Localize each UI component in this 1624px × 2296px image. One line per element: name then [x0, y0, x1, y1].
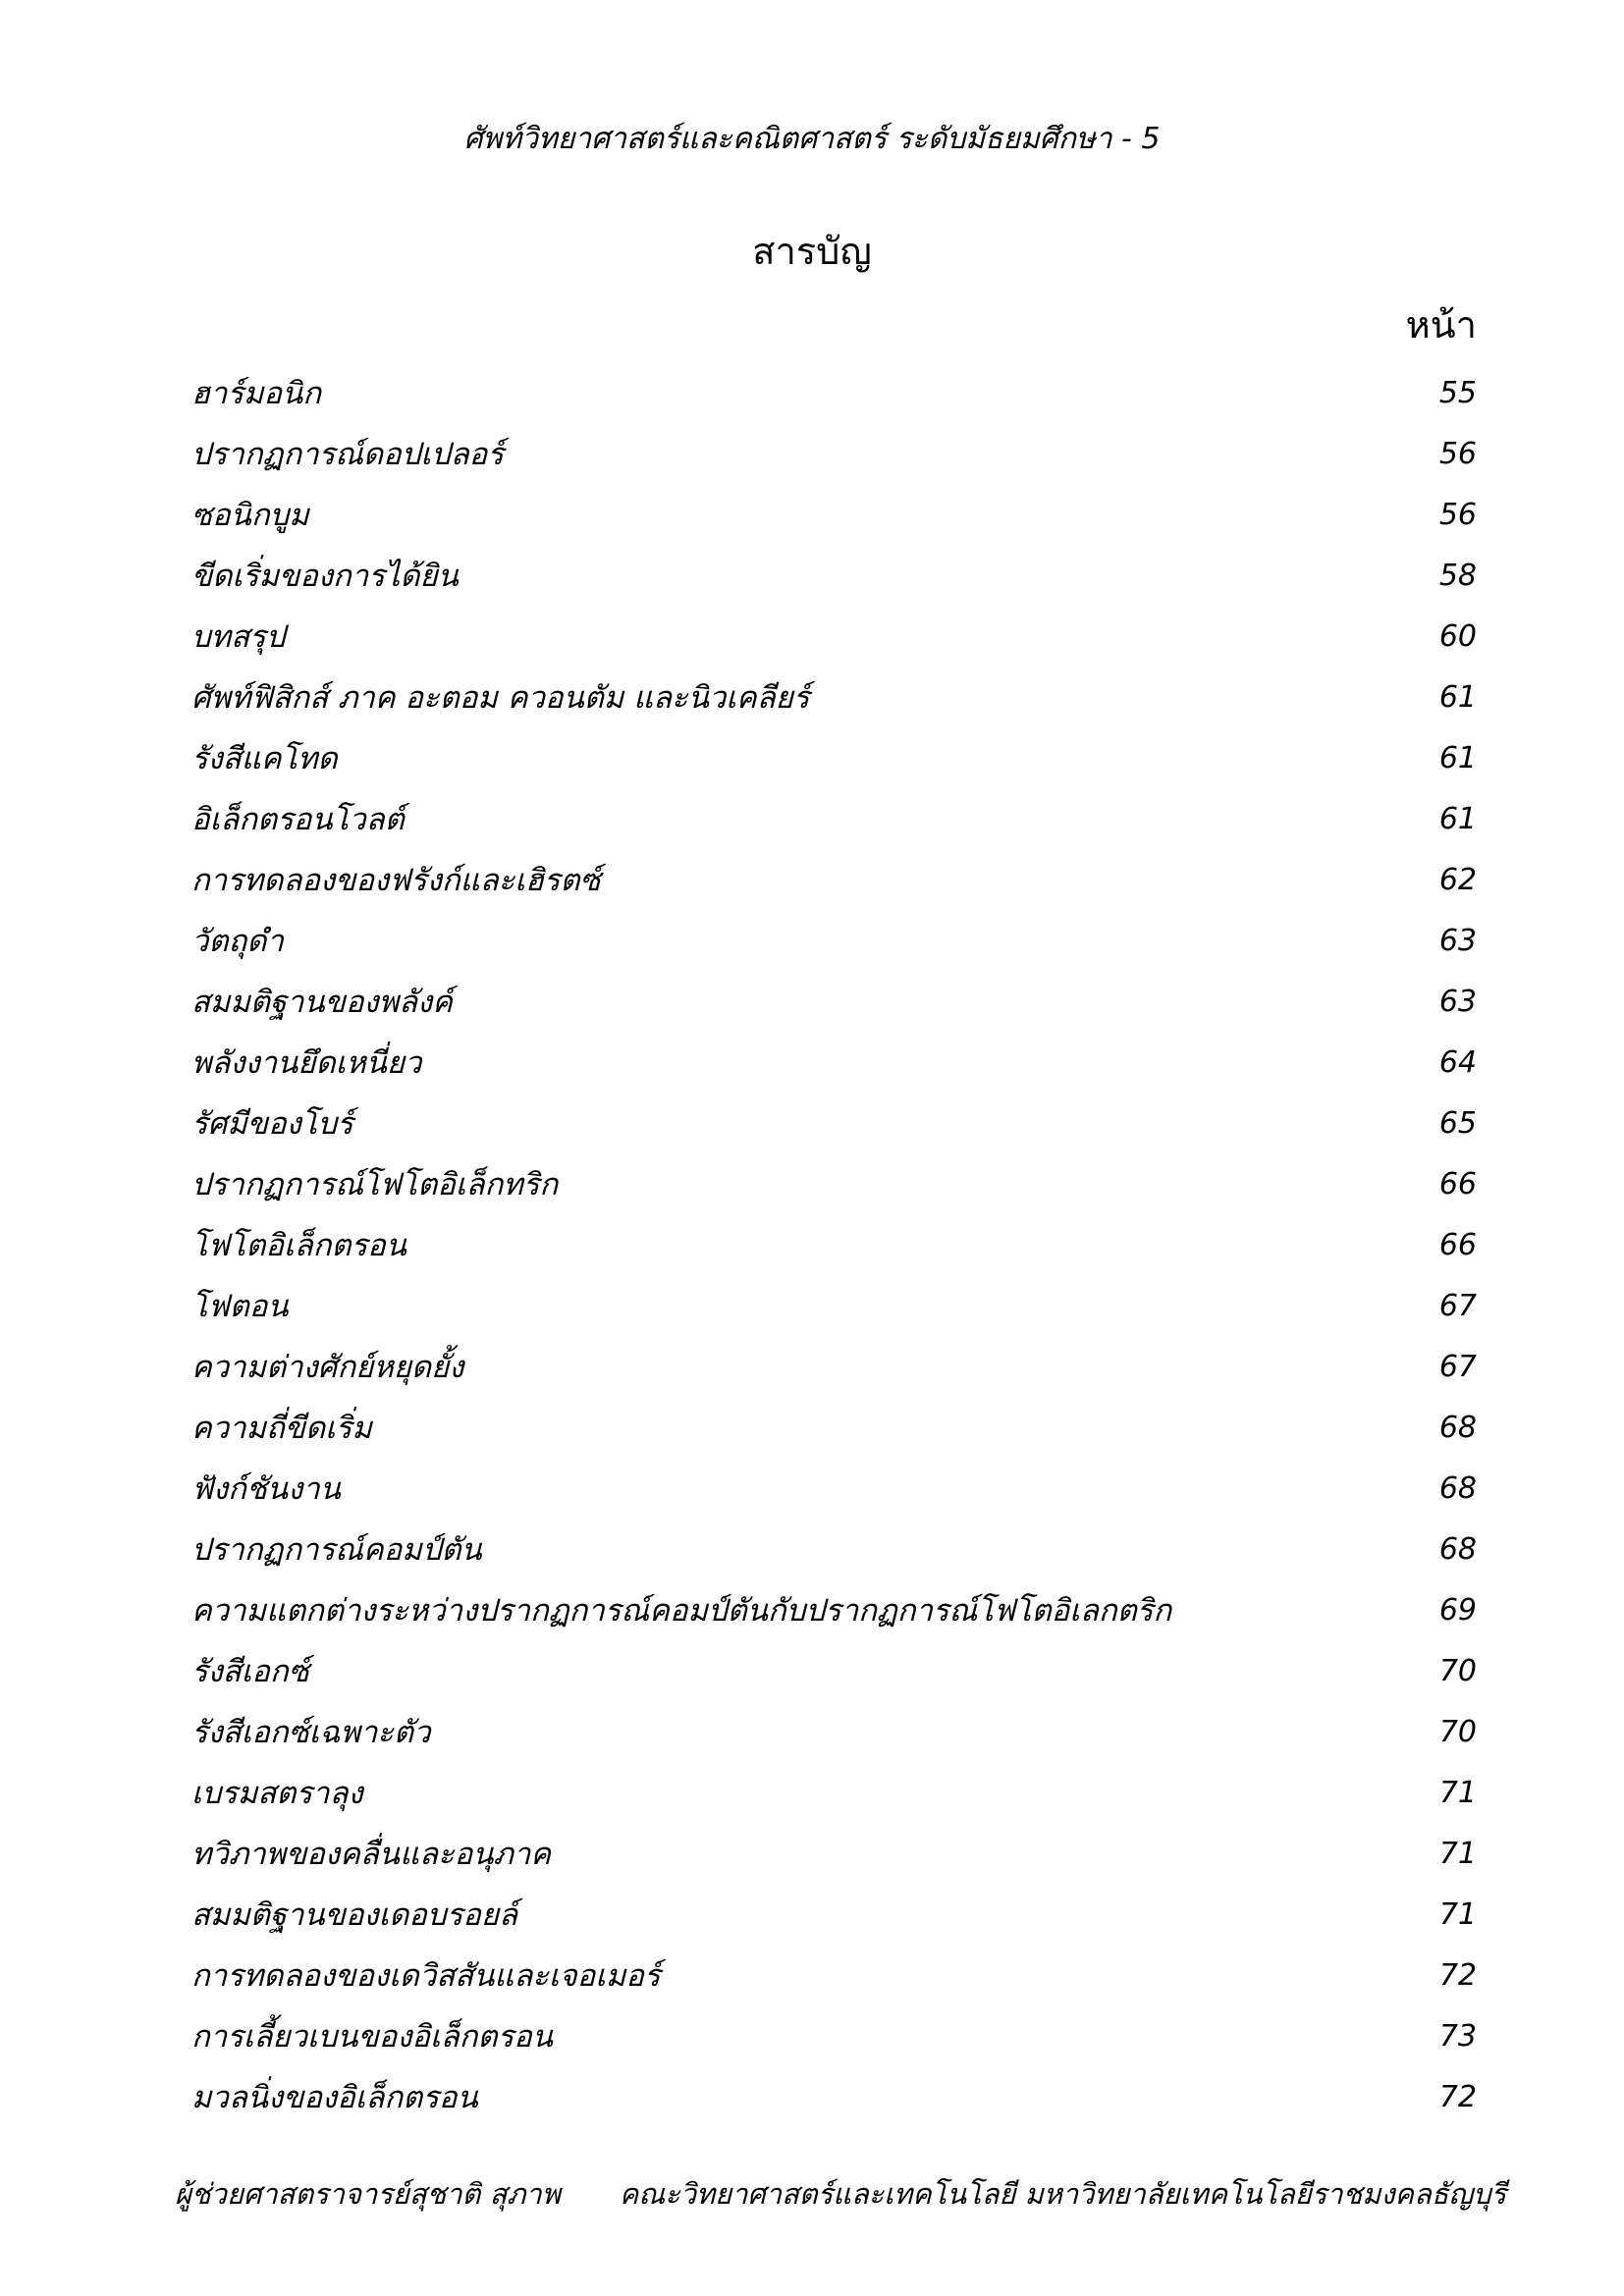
toc-entry-title: มวลนิ่งของอิเล็กตรอน	[191, 2080, 478, 2115]
toc-entry-page-number: 62	[1438, 863, 1477, 897]
toc-entry	[0, 552, 1624, 613]
toc-entry-title: รังสีเอกซ์เฉพาะตัว	[191, 1715, 431, 1750]
toc-entry-title: พลังงานยึดเหนี่ยว	[191, 1045, 422, 1081]
toc-entry-title: รัศมีของโบร์	[191, 1106, 353, 1142]
toc-entry-page-number: 56	[1438, 498, 1477, 532]
toc-entry-title: การเลี้ยวเบนของอิเล็กตรอน	[191, 2019, 553, 2055]
toc-entry	[0, 430, 1624, 491]
toc-entry-page-number: 66	[1438, 1167, 1477, 1201]
toc-entry	[0, 613, 1624, 673]
toc-entry	[0, 673, 1624, 734]
toc-entry	[0, 1769, 1624, 1830]
toc-entry-title: ความต่างศักย์หยุดยั้ง	[191, 1350, 464, 1385]
toc-entry	[0, 1708, 1624, 1769]
toc-entry	[0, 917, 1624, 978]
toc-entry-title: ปรากฏการณ์ดอปเปลอร์	[191, 437, 504, 472]
toc-entry-title: การทดลองของเดวิสสันและเจอเมอร์	[191, 1958, 661, 1994]
toc-entry-page-number: 55	[1438, 376, 1477, 410]
toc-entry-title: ฮาร์มอนิก	[191, 376, 321, 411]
toc-entry	[0, 795, 1624, 856]
page-column-header: หน้า	[1405, 303, 1477, 347]
toc-entry-page-number: 60	[1438, 619, 1477, 654]
toc-entry	[0, 1647, 1624, 1708]
toc-entry-title: ซอนิกบูม	[191, 498, 309, 533]
toc-entry	[0, 1343, 1624, 1404]
toc-entry	[0, 2012, 1624, 2073]
toc-entry	[0, 734, 1624, 795]
toc-entry-title: ศัพท์ฟิสิกส์ ภาค อะตอม ควอนตัม และนิวเคลียร์	[191, 680, 810, 716]
toc-entry	[0, 1951, 1624, 2012]
toc-entry-title: สมมติฐานของพลังค์	[191, 985, 453, 1020]
toc-entry-page-number: 69	[1438, 1593, 1477, 1628]
toc-entry-title: สมมติฐานของเดอบรอยล์	[191, 1897, 518, 1933]
toc-entry-title: วัตถุดำ	[191, 924, 284, 959]
toc-entry-title: ความแตกต่างระหว่างปรากฏการณ์คอมป์ตันกับปรากฏการณ์โฟโตอิเลกตริก	[191, 1593, 1172, 1629]
toc-entry-title: โฟตอน	[191, 1289, 289, 1324]
toc-entry-page-number: 61	[1438, 802, 1477, 836]
toc-entry-page-number: 72	[1438, 2080, 1477, 2114]
toc-entry-page-number: 65	[1438, 1106, 1477, 1141]
toc-entry	[0, 1282, 1624, 1343]
toc-entry-page-number: 63	[1438, 924, 1477, 958]
toc-entry-page-number: 67	[1438, 1289, 1477, 1323]
toc-entry	[0, 1039, 1624, 1099]
toc-entry-title: ขีดเริ่มของการได้ยิน	[191, 559, 459, 594]
toc-entry	[0, 1465, 1624, 1525]
toc-entry-title: ฟังก์ชันงาน	[191, 1471, 341, 1507]
toc-entry-page-number: 73	[1438, 2019, 1477, 2054]
toc-entry	[0, 1221, 1624, 1282]
toc-entry-page-number: 66	[1438, 1228, 1477, 1262]
toc-entry-page-number: 71	[1438, 1897, 1477, 1932]
toc-entry	[0, 1099, 1624, 1160]
toc-entry-title: ปรากฏการณ์โฟโตอิเล็กทริก	[191, 1167, 559, 1202]
toc-entry	[0, 1586, 1624, 1647]
toc-title: สารบัญ	[752, 230, 872, 273]
toc-entry	[0, 369, 1624, 430]
toc-entry-page-number: 68	[1438, 1411, 1477, 1445]
toc-entry-page-number: 61	[1438, 741, 1477, 775]
toc-entry-page-number: 72	[1438, 1958, 1477, 1993]
toc-entry-title: เบรมสตราลุง	[191, 1776, 363, 1811]
toc-entry-page-number: 71	[1438, 1837, 1477, 1871]
toc-entry-page-number: 58	[1438, 559, 1477, 593]
toc-entry-page-number: 68	[1438, 1471, 1477, 1506]
toc-entry	[0, 1830, 1624, 1891]
toc-entry-title: รังสีแคโทด	[191, 741, 338, 776]
toc-entry-title: บทสรุป	[191, 619, 286, 655]
footer-institution: คณะวิทยาศาสตร์และเทคโนโลยี มหาวิทยาลัยเทคโนโลยีราชมงคลธัญบุรี	[619, 2177, 1507, 2211]
toc-entry	[0, 2073, 1624, 2134]
toc-entry	[0, 1404, 1624, 1465]
toc-entry	[0, 978, 1624, 1039]
toc-entry-page-number: 70	[1438, 1654, 1477, 1688]
toc-entry	[0, 1160, 1624, 1221]
running-header: ศัพท์วิทยาศาสตร์และคณิตศาสตร์ ระดับมัธยมศึกษา - 5	[463, 122, 1161, 156]
toc-entry-title: การทดลองของฟรังก์และเฮิรตซ์	[191, 863, 601, 898]
toc-entry-page-number: 70	[1438, 1715, 1477, 1749]
toc-entry-title: ปรากฏการณ์คอมป์ตัน	[191, 1532, 482, 1568]
toc-entry-title: ทวิภาพของคลื่นและอนุภาค	[191, 1837, 552, 1872]
toc-entry	[0, 1891, 1624, 1951]
toc-entry-page-number: 63	[1438, 985, 1477, 1019]
toc-entry-page-number: 61	[1438, 680, 1477, 715]
toc-entry	[0, 491, 1624, 552]
toc-list	[0, 369, 1624, 2134]
toc-entry-page-number: 67	[1438, 1350, 1477, 1384]
toc-entry-page-number: 64	[1438, 1045, 1477, 1080]
footer-author: ผู้ช่วยศาสตราจารย์สุชาติ สุภาพ	[175, 2177, 561, 2211]
toc-entry	[0, 856, 1624, 917]
toc-entry-title: ความถี่ขีดเริ่ม	[191, 1411, 372, 1446]
toc-entry-page-number: 56	[1438, 437, 1477, 471]
footer	[175, 2171, 1506, 2216]
toc-entry-page-number: 71	[1438, 1776, 1477, 1810]
toc-entry-title: โฟโตอิเล็กตรอน	[191, 1228, 406, 1263]
toc-entry-title: อิเล็กตรอนโวลต์	[191, 802, 405, 837]
toc-entry	[0, 1525, 1624, 1586]
toc-entry-page-number: 68	[1438, 1532, 1477, 1567]
toc-entry-title: รังสีเอกซ์	[191, 1654, 309, 1689]
